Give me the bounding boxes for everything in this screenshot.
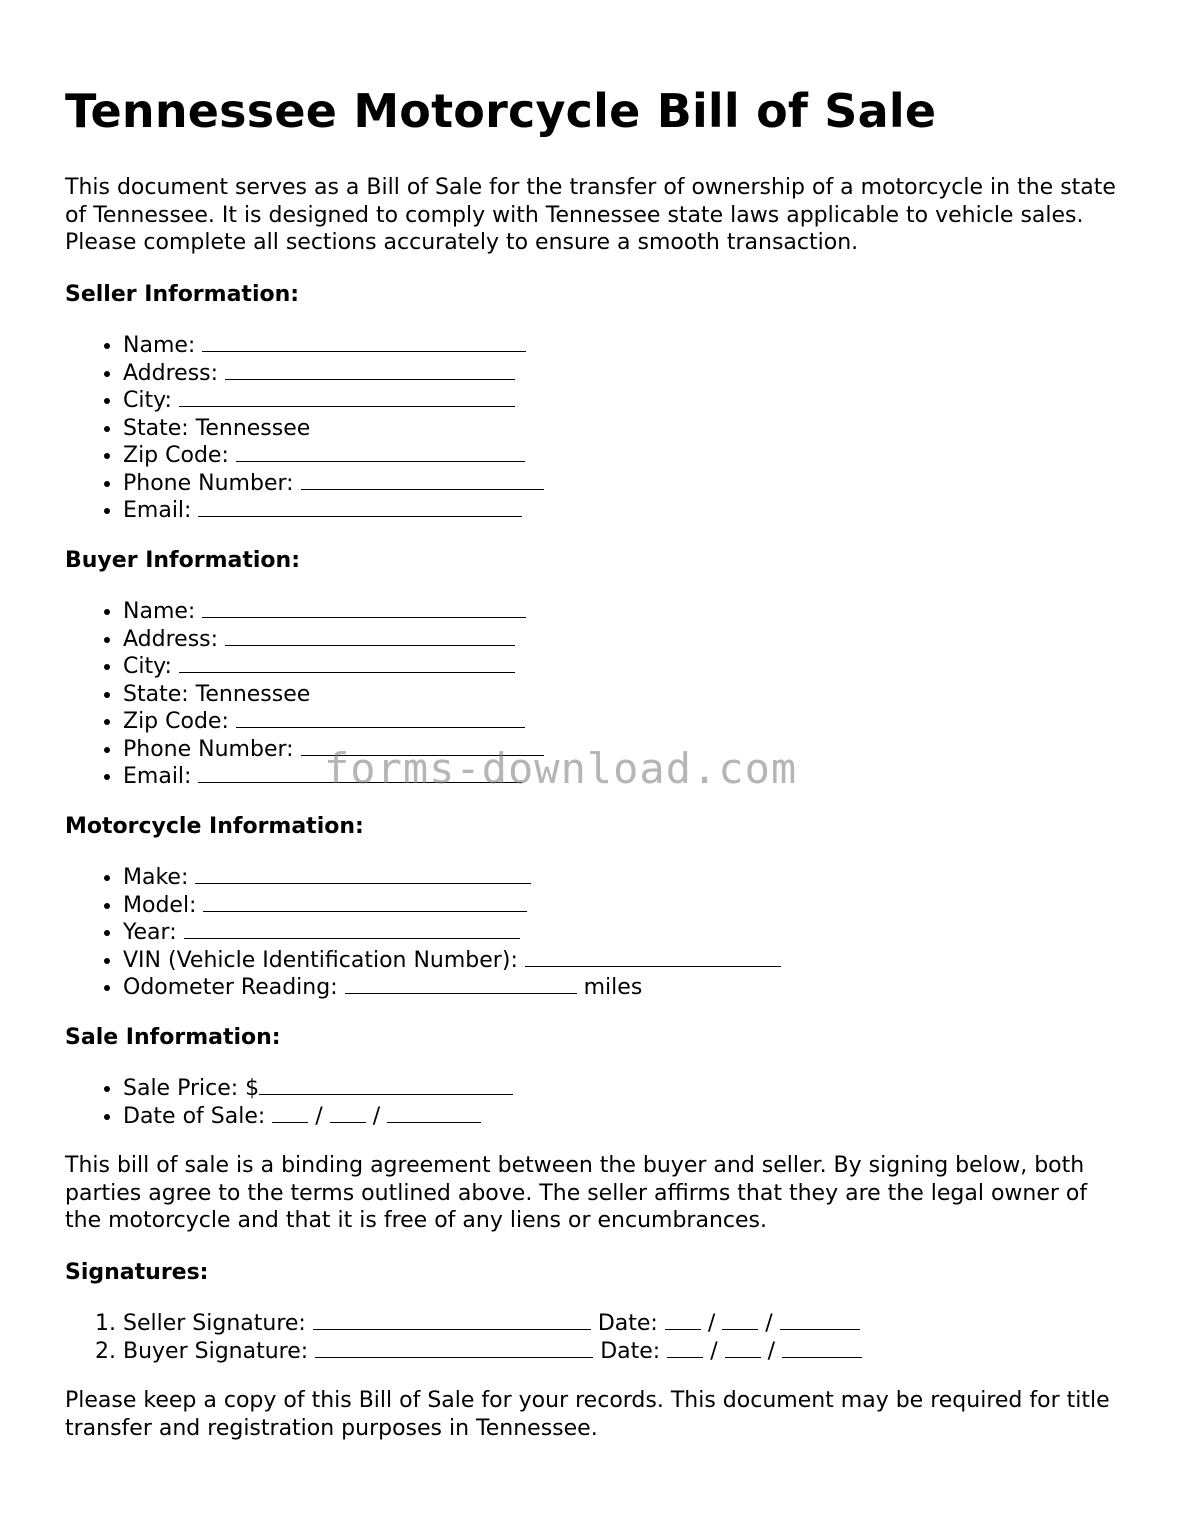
seller-signature-field[interactable] bbox=[313, 1311, 591, 1330]
odometer-label: Odometer Reading: bbox=[123, 975, 338, 1000]
sale-date-slash: / bbox=[372, 1103, 381, 1129]
odometer-item bbox=[123, 974, 1125, 1002]
buyer-date-month-field[interactable] bbox=[667, 1339, 703, 1358]
intro-paragraph: This document serves as a Bill of Sale for the transfer of ownership of a motorcycle in the state of Tennessee. It is designed to comply with Tennessee state laws applicable to vehicle sales. Please complete all sections accurately to ensure a smooth transaction. bbox=[65, 175, 1116, 255]
signatures-list bbox=[65, 1310, 1125, 1365]
seller-signature-item bbox=[123, 1310, 1125, 1338]
buyer-email-label: Email: bbox=[123, 764, 192, 789]
signatures-heading: Signatures: bbox=[65, 1259, 209, 1285]
seller-heading: Seller Information: bbox=[65, 281, 300, 307]
sale-date-label: Date of Sale: bbox=[123, 1103, 266, 1129]
vin-label: VIN (Vehicle Identification Number): bbox=[123, 947, 518, 973]
document-title: Tennessee Motorcycle Bill of Sale bbox=[65, 84, 937, 138]
seller-zip-field[interactable] bbox=[236, 443, 525, 462]
sale-heading: Sale Information: bbox=[65, 1024, 281, 1050]
make-field[interactable] bbox=[195, 865, 531, 884]
seller-address-label: Address: bbox=[123, 360, 219, 386]
sale-date-year-field[interactable] bbox=[387, 1104, 481, 1123]
buyer-date-year-field[interactable] bbox=[782, 1339, 862, 1358]
sale-price-field[interactable] bbox=[259, 1076, 513, 1095]
motorcycle-list bbox=[65, 864, 1125, 1002]
buyer-date-label: Date: bbox=[600, 1338, 661, 1364]
seller-date-slash: / bbox=[765, 1311, 773, 1336]
buyer-zip-field[interactable] bbox=[236, 709, 525, 728]
seller-name-label: Name: bbox=[123, 333, 196, 358]
sale-date-month-field[interactable] bbox=[272, 1104, 308, 1123]
agreement-paragraph: This bill of sale is a binding agreement between the buyer and seller. By signing below, both parties agree to the terms outlined above. The seller affirms that they are the legal owner of the motorcycle and that it is free of any liens or encumbrances. bbox=[65, 1153, 1088, 1233]
model-field[interactable] bbox=[203, 893, 527, 912]
seller-list bbox=[65, 332, 1125, 525]
footer-paragraph: Please keep a copy of this Bill of Sale for your records. This document may be required for title transfer and registration purposes in Tennessee. bbox=[65, 1388, 1110, 1441]
sale-date-item bbox=[123, 1103, 1125, 1131]
seller-address-field[interactable] bbox=[225, 361, 515, 380]
vin-field[interactable] bbox=[525, 948, 781, 967]
buyer-name-field[interactable] bbox=[202, 599, 526, 618]
buyer-signature-label: Buyer Signature: bbox=[123, 1338, 309, 1364]
seller-city-field[interactable] bbox=[179, 388, 515, 407]
seller-name-field[interactable] bbox=[202, 333, 526, 352]
buyer-signature-field[interactable] bbox=[315, 1339, 593, 1358]
buyer-address-label: Address: bbox=[123, 626, 219, 652]
buyer-state-item: • State: Tennessee bbox=[123, 681, 1125, 709]
buyer-address-item bbox=[123, 626, 1125, 654]
seller-date-slash: / bbox=[707, 1311, 716, 1336]
sale-date-slash: / bbox=[315, 1103, 323, 1129]
seller-zip-item bbox=[123, 442, 1125, 470]
buyer-signature-item bbox=[123, 1338, 1125, 1366]
year-item bbox=[123, 919, 1125, 947]
buyer-date-slash: / bbox=[710, 1338, 718, 1364]
buyer-name-item bbox=[123, 598, 1125, 626]
seller-email-label: Email: bbox=[123, 498, 192, 523]
sale-price-label: Sale Price: $ bbox=[123, 1076, 260, 1101]
seller-address-item bbox=[123, 360, 1125, 388]
sale-price-item bbox=[123, 1075, 1125, 1103]
seller-phone-field[interactable] bbox=[301, 471, 544, 490]
make-item bbox=[123, 864, 1125, 892]
odometer-field[interactable] bbox=[345, 975, 577, 994]
model-label: Model: bbox=[123, 892, 197, 918]
buyer-date-day-field[interactable] bbox=[725, 1339, 761, 1358]
seller-date-month-field[interactable] bbox=[665, 1311, 701, 1330]
buyer-name-label: Name: bbox=[123, 599, 196, 624]
year-label: Year: bbox=[123, 920, 177, 945]
make-label: Make: bbox=[123, 865, 189, 890]
seller-city-item bbox=[123, 387, 1125, 415]
buyer-city-label: City: bbox=[123, 654, 172, 679]
buyer-heading: Buyer Information: bbox=[65, 547, 300, 573]
buyer-phone-label: Phone Number: bbox=[123, 736, 294, 762]
year-field[interactable] bbox=[184, 920, 520, 939]
buyer-date-slash: / bbox=[767, 1338, 776, 1364]
buyer-address-field[interactable] bbox=[225, 627, 515, 646]
buyer-city-item bbox=[123, 653, 1125, 681]
seller-phone-label: Phone Number: bbox=[123, 470, 294, 496]
buyer-zip-label: Zip Code: bbox=[123, 709, 229, 734]
sale-date-day-field[interactable] bbox=[330, 1104, 366, 1123]
seller-state-item: • State: Tennessee bbox=[123, 415, 1125, 443]
seller-date-label: Date: bbox=[597, 1311, 658, 1336]
buyer-zip-item bbox=[123, 708, 1125, 736]
seller-email-item bbox=[123, 497, 1125, 525]
seller-date-year-field[interactable] bbox=[780, 1311, 860, 1330]
buyer-city-field[interactable] bbox=[179, 654, 515, 673]
seller-zip-label: Zip Code: bbox=[123, 443, 229, 468]
seller-name-item bbox=[123, 332, 1125, 360]
seller-phone-item bbox=[123, 470, 1125, 498]
watermark-text: forms-download.com bbox=[324, 744, 798, 793]
seller-email-field[interactable] bbox=[198, 498, 522, 517]
sale-list bbox=[65, 1075, 1125, 1130]
motorcycle-heading: Motorcycle Information: bbox=[65, 813, 364, 839]
seller-date-day-field[interactable] bbox=[722, 1311, 758, 1330]
vin-item bbox=[123, 947, 1125, 975]
seller-signature-label: Seller Signature: bbox=[123, 1311, 306, 1336]
odometer-unit: miles bbox=[583, 975, 643, 1000]
model-item bbox=[123, 892, 1125, 920]
seller-city-label: City: bbox=[123, 388, 172, 413]
